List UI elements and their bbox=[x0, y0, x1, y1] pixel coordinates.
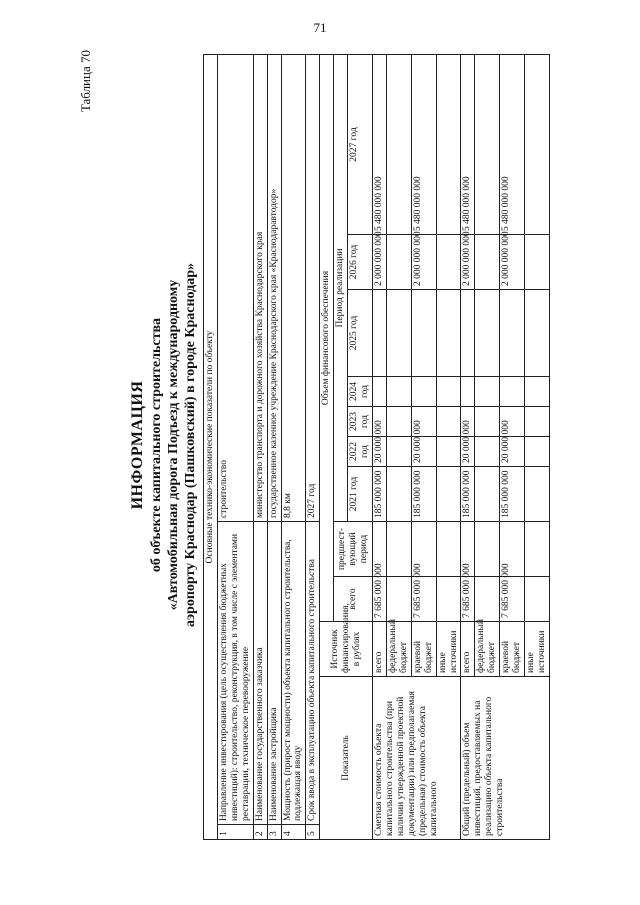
amount-cell-y2021 bbox=[475, 467, 500, 522]
row-label: Наименование застройщика bbox=[267, 522, 281, 825]
amount-cell-y2025 bbox=[500, 290, 525, 377]
row-number: 4 bbox=[281, 825, 306, 840]
amount-cell-total: 7 685 000 000 bbox=[411, 577, 436, 622]
row-value: государственное казенное учреждение Краснодарского края «Краснодаравтодор» bbox=[267, 55, 281, 522]
amount-cell-y2024 bbox=[500, 377, 525, 407]
amount-cell-y2025 bbox=[372, 290, 386, 377]
finance-row bbox=[372, 55, 386, 840]
amount-cell-y2023 bbox=[475, 407, 500, 437]
amount-cell-y2027: 5 480 000 000 bbox=[411, 55, 436, 235]
amount-cell-total: 7 685 000 000 bbox=[461, 577, 475, 622]
amount-cell-total: 7 685 000 000 bbox=[372, 577, 386, 622]
source-cell: всего bbox=[461, 622, 475, 677]
amount-cell-y2024 bbox=[525, 377, 550, 407]
table-row bbox=[267, 55, 281, 840]
amount-cell-y2022: 20 000 000 bbox=[461, 437, 475, 467]
prior-period-header: предшест-вующий период bbox=[334, 522, 373, 577]
amount-cell-y2022 bbox=[525, 437, 550, 467]
amount-cell-total bbox=[525, 577, 550, 622]
document-title bbox=[128, 50, 199, 840]
amount-cell-y2027 bbox=[386, 55, 411, 235]
source-cell: федеральный бюджет bbox=[386, 622, 411, 677]
amount-cell-y2027 bbox=[436, 55, 461, 235]
amount-cell-y2025 bbox=[461, 290, 475, 377]
row-value: 8,8 км bbox=[281, 55, 306, 522]
year-2024-header: 2024 год bbox=[348, 377, 373, 407]
amount-cell-y2027 bbox=[475, 55, 500, 235]
year-2026-header: 2026 год bbox=[348, 235, 373, 290]
page-number: 71 bbox=[313, 20, 327, 35]
amount-cell-y2026: 2 000 000 000 bbox=[411, 235, 436, 290]
amount-cell-y2021: 185 000 000 bbox=[372, 467, 386, 522]
amount-cell-y2026 bbox=[525, 235, 550, 290]
amount-cell-prior bbox=[436, 522, 461, 577]
source-cell: краевой бюджет bbox=[411, 622, 436, 677]
amount-cell-y2024 bbox=[461, 377, 475, 407]
year-2021-header: 2021 год bbox=[348, 467, 373, 522]
indicator-header: Показатель bbox=[320, 677, 373, 840]
table-row bbox=[253, 55, 267, 840]
amount-cell-y2026 bbox=[386, 235, 411, 290]
amount-cell-y2026: 2 000 000 000 bbox=[500, 235, 525, 290]
amount-cell-y2022 bbox=[436, 437, 461, 467]
amount-cell-y2026: 2 000 000 000 bbox=[461, 235, 475, 290]
amount-cell-y2027: 5 480 000 000 bbox=[372, 55, 386, 235]
row-number: 3 bbox=[267, 825, 281, 840]
amount-cell-y2026: 2 000 000 000 bbox=[372, 235, 386, 290]
amount-cell-prior bbox=[525, 522, 550, 577]
source-cell: федеральный бюджет bbox=[475, 622, 500, 677]
rotated-page bbox=[78, 50, 580, 840]
source-cell: всего bbox=[372, 622, 386, 677]
total-header: всего bbox=[334, 577, 373, 622]
amount-cell-y2022: 20 000 000 bbox=[411, 437, 436, 467]
title-line-1: ИНФОРМАЦИЯ bbox=[129, 380, 146, 510]
amount-cell-y2025 bbox=[436, 290, 461, 377]
amount-cell-y2024 bbox=[436, 377, 461, 407]
title-line-4: аэропорту Краснодар (Пашковский) в городе Краснодар» bbox=[182, 262, 198, 628]
amount-cell-y2026 bbox=[475, 235, 500, 290]
amount-cell-y2025 bbox=[525, 290, 550, 377]
row-number: 5 bbox=[306, 825, 320, 840]
year-2023-header: 2023 год bbox=[348, 407, 373, 437]
row-number: 2 bbox=[253, 825, 267, 840]
amount-cell-y2021 bbox=[436, 467, 461, 522]
title-line-2: об объекте капитального строительства bbox=[148, 317, 164, 573]
row-label: Наименование государственного заказчика bbox=[253, 522, 267, 825]
amount-cell-y2026 bbox=[436, 235, 461, 290]
amount-cell-y2025 bbox=[386, 290, 411, 377]
amount-cell-y2024 bbox=[372, 377, 386, 407]
amount-cell-y2022: 20 000 000 bbox=[372, 437, 386, 467]
amount-cell-y2024 bbox=[386, 377, 411, 407]
amount-cell-total: 7 685 000 000 bbox=[500, 577, 525, 622]
source-cell: иные источники bbox=[525, 622, 550, 677]
row-label: Мощность (прирост мощности) объекта капитального строительства, подлежащая вводу bbox=[281, 522, 306, 825]
table-row bbox=[217, 55, 253, 840]
amount-cell-y2021: 185 000 000 bbox=[411, 467, 436, 522]
table-row bbox=[281, 55, 306, 840]
amount-cell-total bbox=[436, 577, 461, 622]
amount-cell-y2022: 20 000 000 bbox=[500, 437, 525, 467]
section-header: Основные технико-экономические показатели по объекту bbox=[204, 55, 218, 840]
source-cell: иные источники bbox=[436, 622, 461, 677]
amount-cell-y2024 bbox=[411, 377, 436, 407]
amount-cell-total bbox=[386, 577, 411, 622]
row-label: Срок ввода в эксплуатацию объекта капитального строительства bbox=[306, 522, 320, 825]
indicator-cell: Сметная стоимость объекта капитального строительства (при наличии утвержденной проектной документации) или предполагаемая (предельная) стоимость объекта капитального bbox=[372, 677, 460, 840]
row-value: 2027 год bbox=[306, 55, 320, 522]
amount-cell-y2027: 5 480 000 000 bbox=[461, 55, 475, 235]
title-line-3: «Автомобильная дорога Подъезд к международному bbox=[165, 279, 181, 611]
amount-cell-y2023 bbox=[525, 407, 550, 437]
row-value: министерство транспорта и дорожного хозяйства Краснодарского края bbox=[253, 55, 267, 522]
amount-cell-y2021: 185 000 000 bbox=[500, 467, 525, 522]
row-number: 1 bbox=[217, 825, 253, 840]
amount-cell-y2022 bbox=[475, 437, 500, 467]
amount-cell-y2025 bbox=[411, 290, 436, 377]
info-table bbox=[203, 54, 550, 840]
row-label: Направление инвестирования (цель осуществления бюджетных инвестиций): строительство, реконструкция, в том числе с элементами реставрации, техническое перевооружение bbox=[217, 522, 253, 825]
year-2022-header: 2022 год bbox=[348, 437, 373, 467]
finance-row bbox=[461, 55, 475, 840]
amount-cell-y2023 bbox=[436, 407, 461, 437]
source-cell: краевой бюджет bbox=[500, 622, 525, 677]
amount-cell-y2022 bbox=[386, 437, 411, 467]
year-2027-header: 2027 год bbox=[348, 55, 373, 235]
source-header: Источник финансирования, в рублях bbox=[320, 622, 373, 677]
table-row bbox=[306, 55, 320, 840]
amount-cell-y2021 bbox=[386, 467, 411, 522]
amount-cell-prior bbox=[475, 522, 500, 577]
amount-cell-y2025 bbox=[475, 290, 500, 377]
period-header: Период реализации bbox=[334, 55, 348, 522]
table-label: Таблица 70 bbox=[78, 50, 93, 113]
amount-cell-y2021 bbox=[525, 467, 550, 522]
row-value: строительство bbox=[217, 55, 253, 522]
amount-cell-y2027 bbox=[525, 55, 550, 235]
amount-cell-prior bbox=[386, 522, 411, 577]
finance-header: Объем финансового обеспечения bbox=[320, 55, 334, 622]
year-2025-header: 2025 год bbox=[348, 290, 373, 377]
amount-cell-y2024 bbox=[475, 377, 500, 407]
indicator-cell: Общий (предельный) объем инвестиций, предоставляемых на реализацию объекта капитального строительства bbox=[461, 677, 549, 840]
amount-cell-total bbox=[475, 577, 500, 622]
amount-cell-y2027: 5 480 000 000 bbox=[500, 55, 525, 235]
amount-cell-y2023 bbox=[386, 407, 411, 437]
amount-cell-y2021: 185 000 000 bbox=[461, 467, 475, 522]
